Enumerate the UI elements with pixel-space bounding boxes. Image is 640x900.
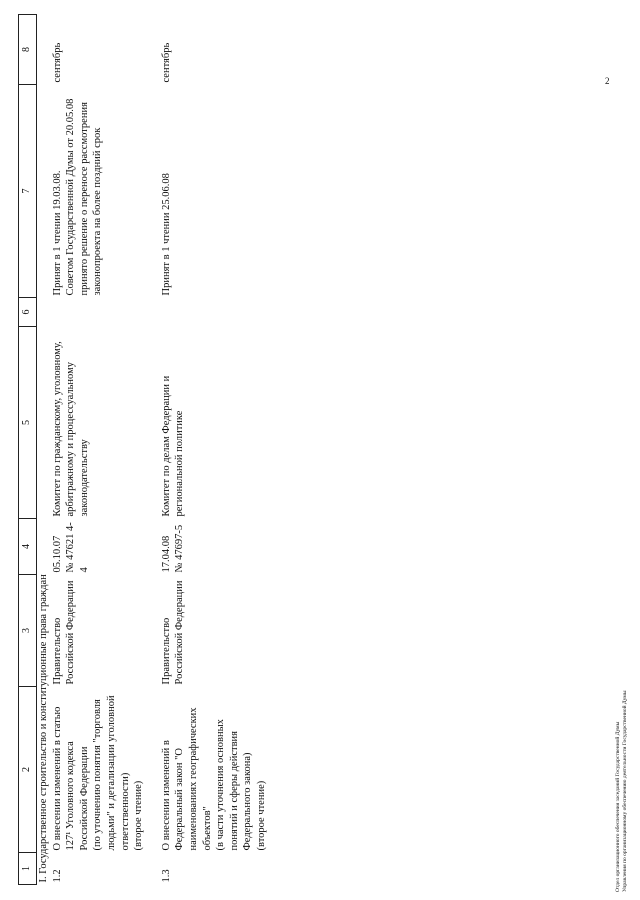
column-6: [51, 298, 146, 327]
status: Принят в 1 чтении 19.03.08. Советом Государственной Думы от 20.05.08 принято решение о переносе рассмотрения законопроекта на более поздний срок: [51, 98, 104, 296]
planned-month: сентябрь: [160, 42, 172, 83]
initiator: Правительство Российской Федерации: [160, 580, 186, 685]
column-6: [160, 298, 269, 327]
footer-line-2: Управления по организационному обеспечению деятельности Государственной Думы: [622, 690, 628, 892]
committee: Комитет по делам Федерации и региональной политике: [160, 375, 186, 517]
section-title: I. Государственное строительство и конституционные права граждан: [38, 574, 49, 883]
planned-month: сентябрь: [51, 42, 63, 83]
bill-title: О внесении изменений в Федеральный закон "О наименованиях географических объектов" (в части уточнения основных понятий и сферы действия Федерального закона) (второе чтение): [160, 707, 267, 851]
column-number: 6: [19, 298, 37, 327]
table-row: [160, 15, 269, 885]
column-number: 8: [19, 15, 37, 85]
footer: [597, 512, 628, 892]
section-row: [37, 15, 51, 885]
status: Принят в 1 чтении 25.06.08: [160, 173, 172, 296]
initiator: Правительство Российской Федерации: [51, 580, 77, 685]
row-number: 1.3: [160, 869, 172, 883]
bill-title: О внесении изменений в статью 127¹ Уголовного кодекса Российской Федерации (по уточнению понятия "торговля людьми" и детализации уголовной ответственности) (второе чтение): [51, 695, 145, 851]
column-number: 2: [19, 687, 37, 853]
column-number: 3: [19, 575, 37, 687]
column-number-header: [19, 15, 37, 885]
column-number: 1: [19, 853, 37, 885]
date-number: 05.10.07 № 47621 4-4: [51, 522, 90, 573]
committee: Комитет по гражданскому, уголовному, арбитражному и процессуальному законодательству: [51, 341, 90, 517]
column-number: 4: [19, 519, 37, 575]
footer-line-1: Отдел организационного обеспечения заседаний Государственной Думы: [615, 721, 621, 892]
row-number: 1.2: [51, 869, 63, 883]
page-number: 2: [605, 76, 610, 86]
column-number: 7: [19, 85, 37, 298]
table-row: [51, 15, 146, 885]
row-spacer: [146, 15, 160, 885]
column-number: 5: [19, 327, 37, 519]
date-number: 17.04.08 № 47697-5: [160, 524, 186, 573]
legislation-table: [18, 14, 269, 885]
